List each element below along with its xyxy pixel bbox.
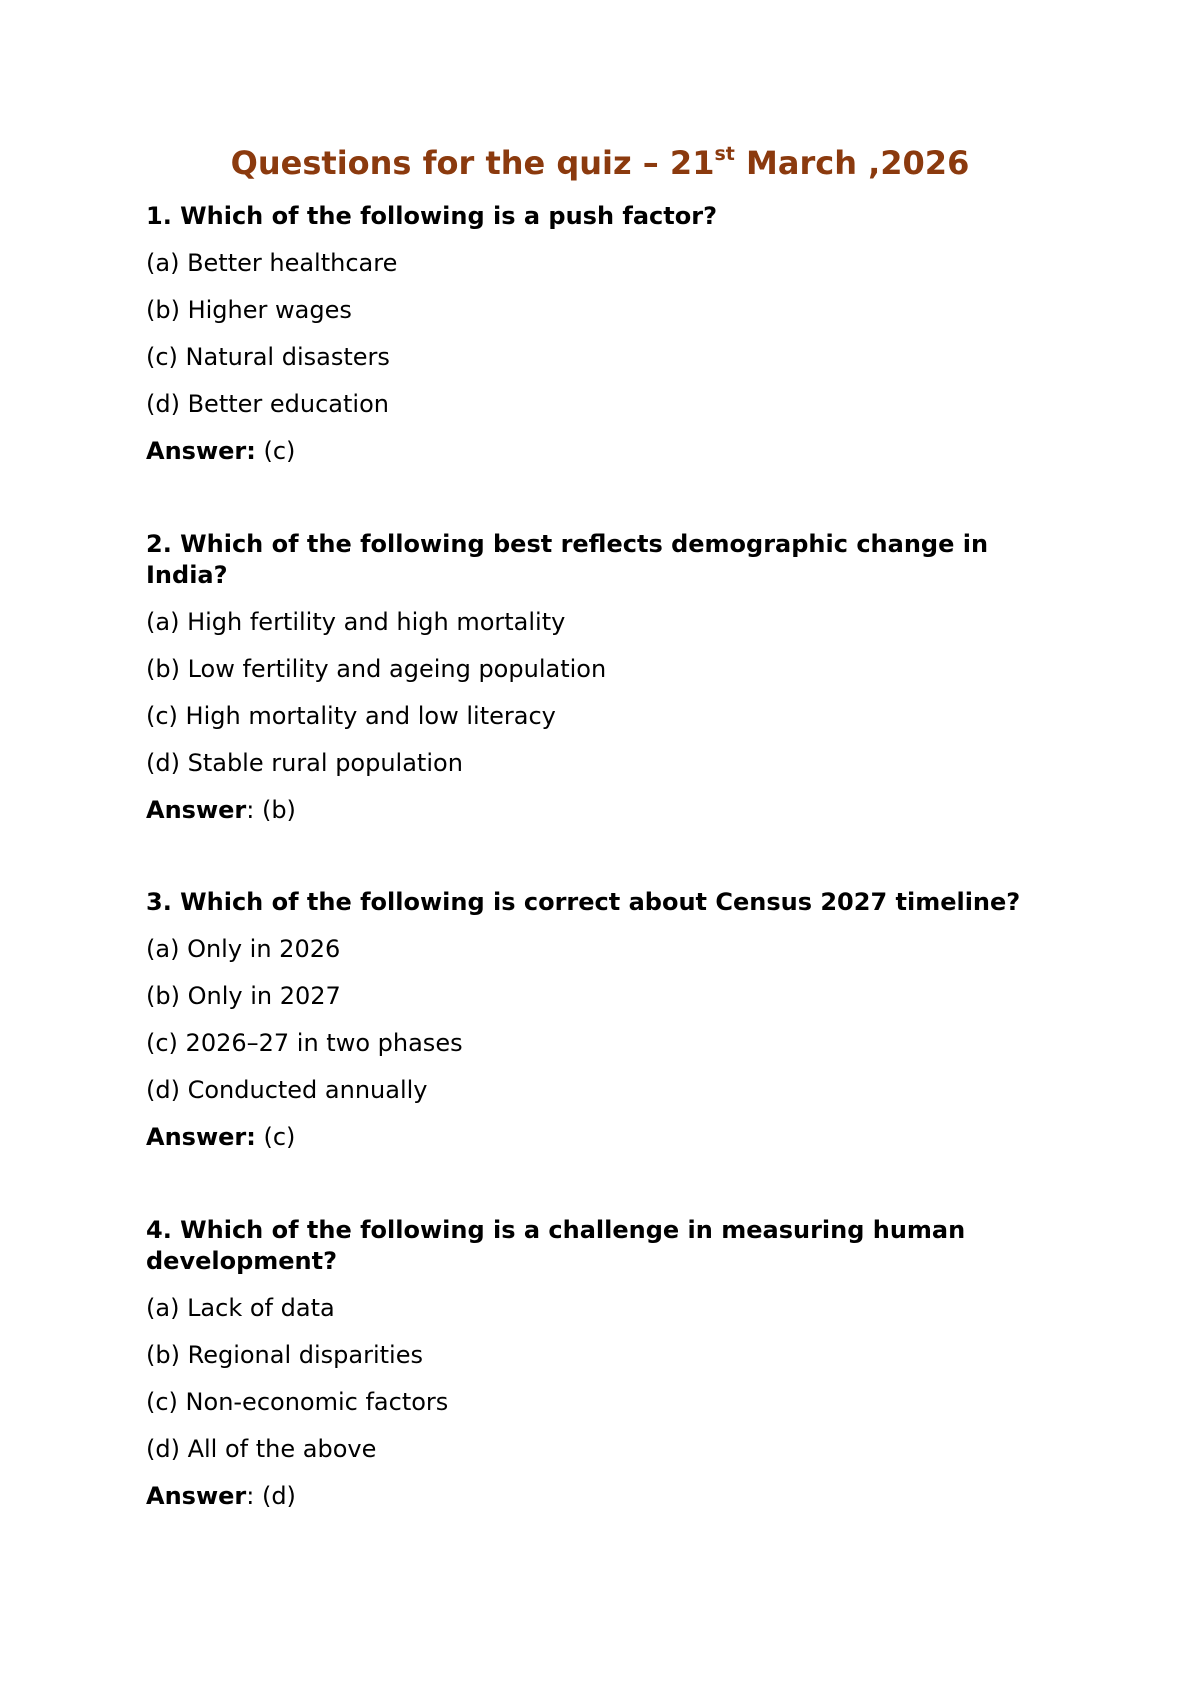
option-c: (c) High mortality and low literacy: [146, 702, 556, 730]
answer-line: [146, 436, 1046, 467]
answer-value: (c): [255, 437, 296, 465]
option-a: (a) Lack of data: [146, 1294, 335, 1322]
option-d: (d) Conducted annually: [146, 1076, 428, 1104]
option-c: (c) Non-economic factors: [146, 1388, 449, 1416]
answer-value: : (d): [246, 1482, 296, 1510]
option-a: (a) Better healthcare: [146, 249, 398, 277]
question-text: 4. Which of the following is a challenge in measuring human development?: [146, 1216, 966, 1275]
question-1: [146, 201, 1046, 467]
answer-line: [146, 1481, 1046, 1512]
option-b: (b) Higher wages: [146, 296, 352, 324]
page-title: [0, 143, 1200, 183]
answer-label: Answer:: [146, 1123, 256, 1151]
option-d: (d) Stable rural population: [146, 749, 463, 777]
title-superscript: st: [714, 143, 735, 165]
option-a: (a) High fertility and high mortality: [146, 608, 566, 636]
option-a: (a) Only in 2026: [146, 935, 341, 963]
option-b: (b) Regional disparities: [146, 1341, 423, 1369]
answer-label: Answer: [146, 1482, 247, 1510]
title-suffix: March ,2026: [734, 144, 970, 182]
answer-line: [146, 1122, 1046, 1153]
question-text: 1. Which of the following is a push factor?: [146, 202, 717, 230]
answer-label: Answer:: [146, 437, 256, 465]
answer-label: Answer: [146, 796, 247, 824]
option-c: (c) Natural disasters: [146, 343, 390, 371]
title-prefix: Questions for the quiz – 21: [230, 144, 715, 182]
answer-line: [146, 795, 1046, 826]
question-2: [146, 529, 1046, 826]
question-text: 3. Which of the following is correct about Census 2027 timeline?: [146, 888, 1021, 916]
option-c: (c) 2026–27 in two phases: [146, 1029, 463, 1057]
answer-value: (c): [255, 1123, 296, 1151]
question-3: [146, 887, 1046, 1153]
question-4: [146, 1215, 1046, 1512]
option-b: (b) Only in 2027: [146, 982, 341, 1010]
option-b: (b) Low fertility and ageing population: [146, 655, 607, 683]
option-d: (d) Better education: [146, 390, 389, 418]
option-d: (d) All of the above: [146, 1435, 377, 1463]
question-text: 2. Which of the following best reflects demographic change in India?: [146, 530, 989, 589]
answer-value: : (b): [246, 796, 296, 824]
